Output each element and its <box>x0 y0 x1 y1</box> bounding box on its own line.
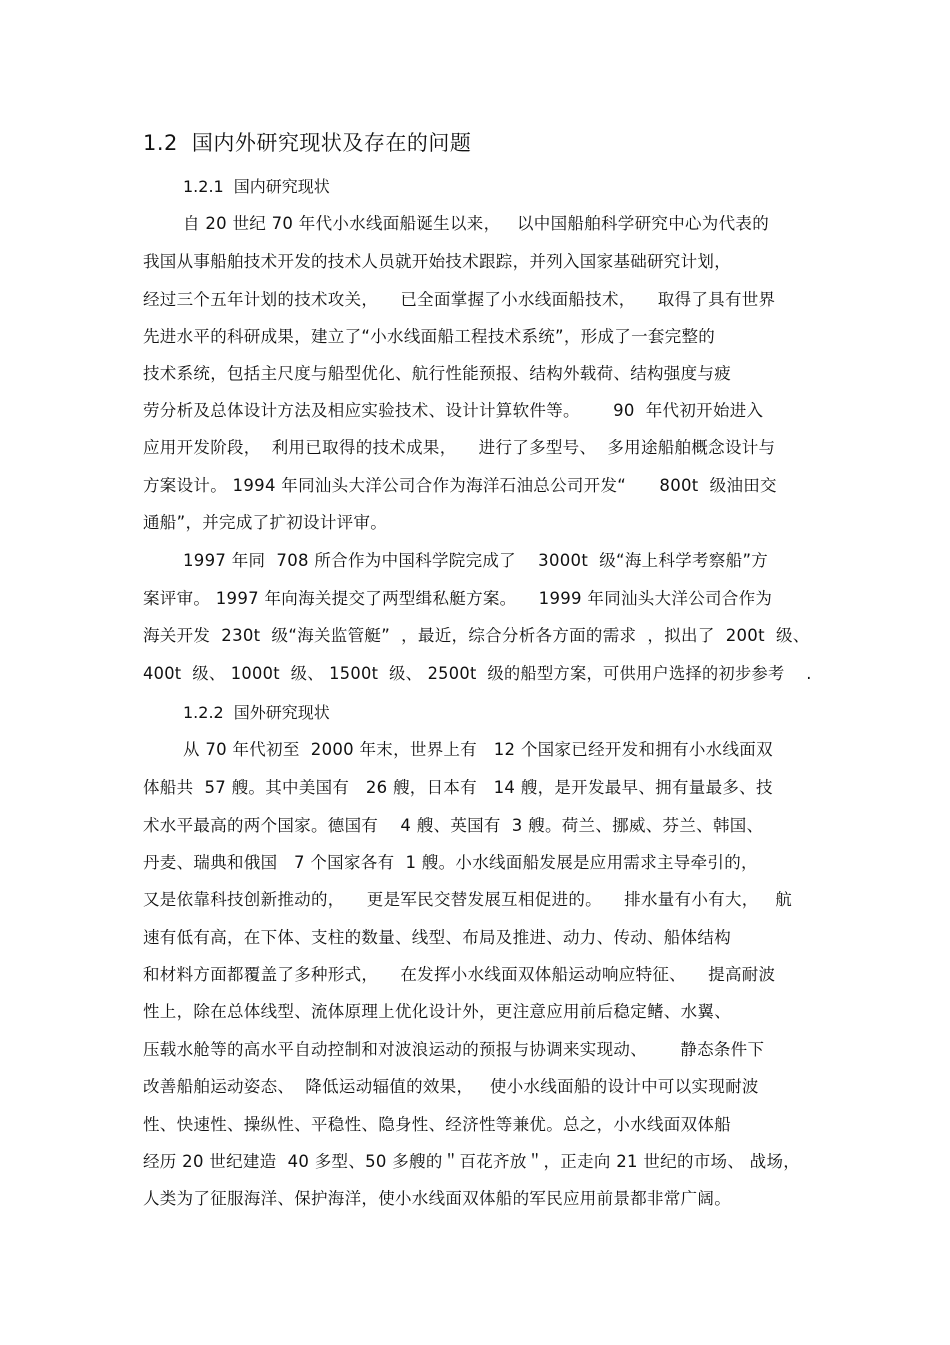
section-number: 1.2 <box>143 131 178 155</box>
paragraph-line: 400t 级、 1000t 级、 1500t 级、 2500t 级的船型方案，可供用户选择的初步参考 . <box>143 664 812 683</box>
paragraph-line: 从 70 年代初至 2000 年末，世界上有 12 个国家已经开发和拥有小水线面双 <box>183 740 773 759</box>
section-heading <box>143 128 471 158</box>
paragraph-line: 术水平最高的两个国家。德国有 4 艘、英国有 3 艘。荷兰、挪威、芬兰、韩国、 <box>143 816 764 835</box>
paragraph-line: 先进水平的科研成果，建立了“小水线面船工程技术系统”，形成了一套完整的 <box>143 327 716 346</box>
paragraph-line: 丹麦、瑞典和俄国 7 个国家各有 1 艘。小水线面船发展是应用需求主导牵引的， <box>143 853 758 872</box>
paragraph-line: 人类为了征服海洋、保护海洋，使小水线面双体船的军民应用前景都非常广阔。 <box>143 1189 731 1208</box>
subsection-title: 国内研究现状 <box>233 177 330 196</box>
paragraph-line: 1997 年同 708 所合作为中国科学院完成了 3000t 级“海上科学考察船”方 <box>183 551 769 570</box>
paragraph-line: 我国从事船舶技术开发的技术人员就开始技术跟踪，并列入国家基础研究计划， <box>143 252 731 271</box>
subsection-heading-domestic <box>183 175 330 199</box>
paragraph-line: 海关开发 230t 级“海关监管艇” ，最近，综合分析各方面的需求 ，拟出了 200t 级、 <box>143 626 810 645</box>
paragraph-line: 方案设计。 1994 年同汕头大洋公司合作为海洋石油总公司开发“ 800t 级油田交 <box>143 476 777 495</box>
paragraph-line: 速有低有高，在下体、支柱的数量、线型、布局及推进、动力、传动、船体结构 <box>143 928 731 947</box>
paragraph-line: 经过三个五年计划的技术攻关， 已全面掌握了小水线面船技术， 取得了具有世界 <box>143 290 776 309</box>
paragraph-line: 压载水舱等的高水平自动控制和对波浪运动的预报与协调来实现动、 静态条件下 <box>143 1040 765 1059</box>
paragraph-line: 体船共 57 艘。其中美国有 26 艘，日本有 14 艘，是开发最早、拥有量最多、技 <box>143 778 773 797</box>
section-title: 国内外研究现状及存在的问题 <box>191 131 472 155</box>
paragraph-line: 应用开发阶段， 利用已取得的技术成果， 进行了多型号、 多用途船舶概念设计与 <box>143 438 776 457</box>
subsection-title: 国外研究现状 <box>233 703 330 722</box>
paragraph-line: 又是依靠科技创新推动的， 更是军民交替发展互相促进的。 排水量有小有大， 航 <box>143 890 792 909</box>
paragraph-line: 和材料方面都覆盖了多种形式， 在发挥小水线面双体船运动响应特征、 提高耐波 <box>143 965 776 984</box>
subsection-heading-foreign <box>183 701 330 725</box>
paragraph-line: 经历 20 世纪建造 40 多型、50 多艘的＂百花齐放＂，正走向 21 世纪的市场、 战场， <box>143 1152 801 1171</box>
paragraph-line: 案评审。 1997 年向海关提交了两型缉私艇方案。 1999 年同汕头大洋公司合作为 <box>143 589 773 608</box>
subsection-number: 1.2.1 <box>183 177 224 196</box>
paragraph-line: 性上，除在总体线型、流体原理上优化设计外，更注意应用前后稳定鳍、水翼、 <box>143 1002 731 1021</box>
paragraph-line: 改善船舶运动姿态、 降低运动辐值的效果， 使小水线面船的设计中可以实现耐波 <box>143 1077 759 1096</box>
paragraph-line: 自 20 世纪 70 年代小水线面船诞生以来， 以中国船舶科学研究中心为代表的 <box>183 214 770 233</box>
paragraph-line: 劳分析及总体设计方法及相应实验技术、设计计算软件等。 90 年代初开始进入 <box>143 401 764 420</box>
subsection-number: 1.2.2 <box>183 703 224 722</box>
paragraph-line: 技术系统，包括主尺度与船型优化、航行性能预报、结构外载荷、结构强度与疲 <box>143 364 731 383</box>
paragraph-line: 性、快速性、操纵性、平稳性、隐身性、经济性等兼优。总之，小水线面双体船 <box>143 1115 731 1134</box>
paragraph-line: 通船”，并完成了扩初设计评审。 <box>143 513 388 532</box>
